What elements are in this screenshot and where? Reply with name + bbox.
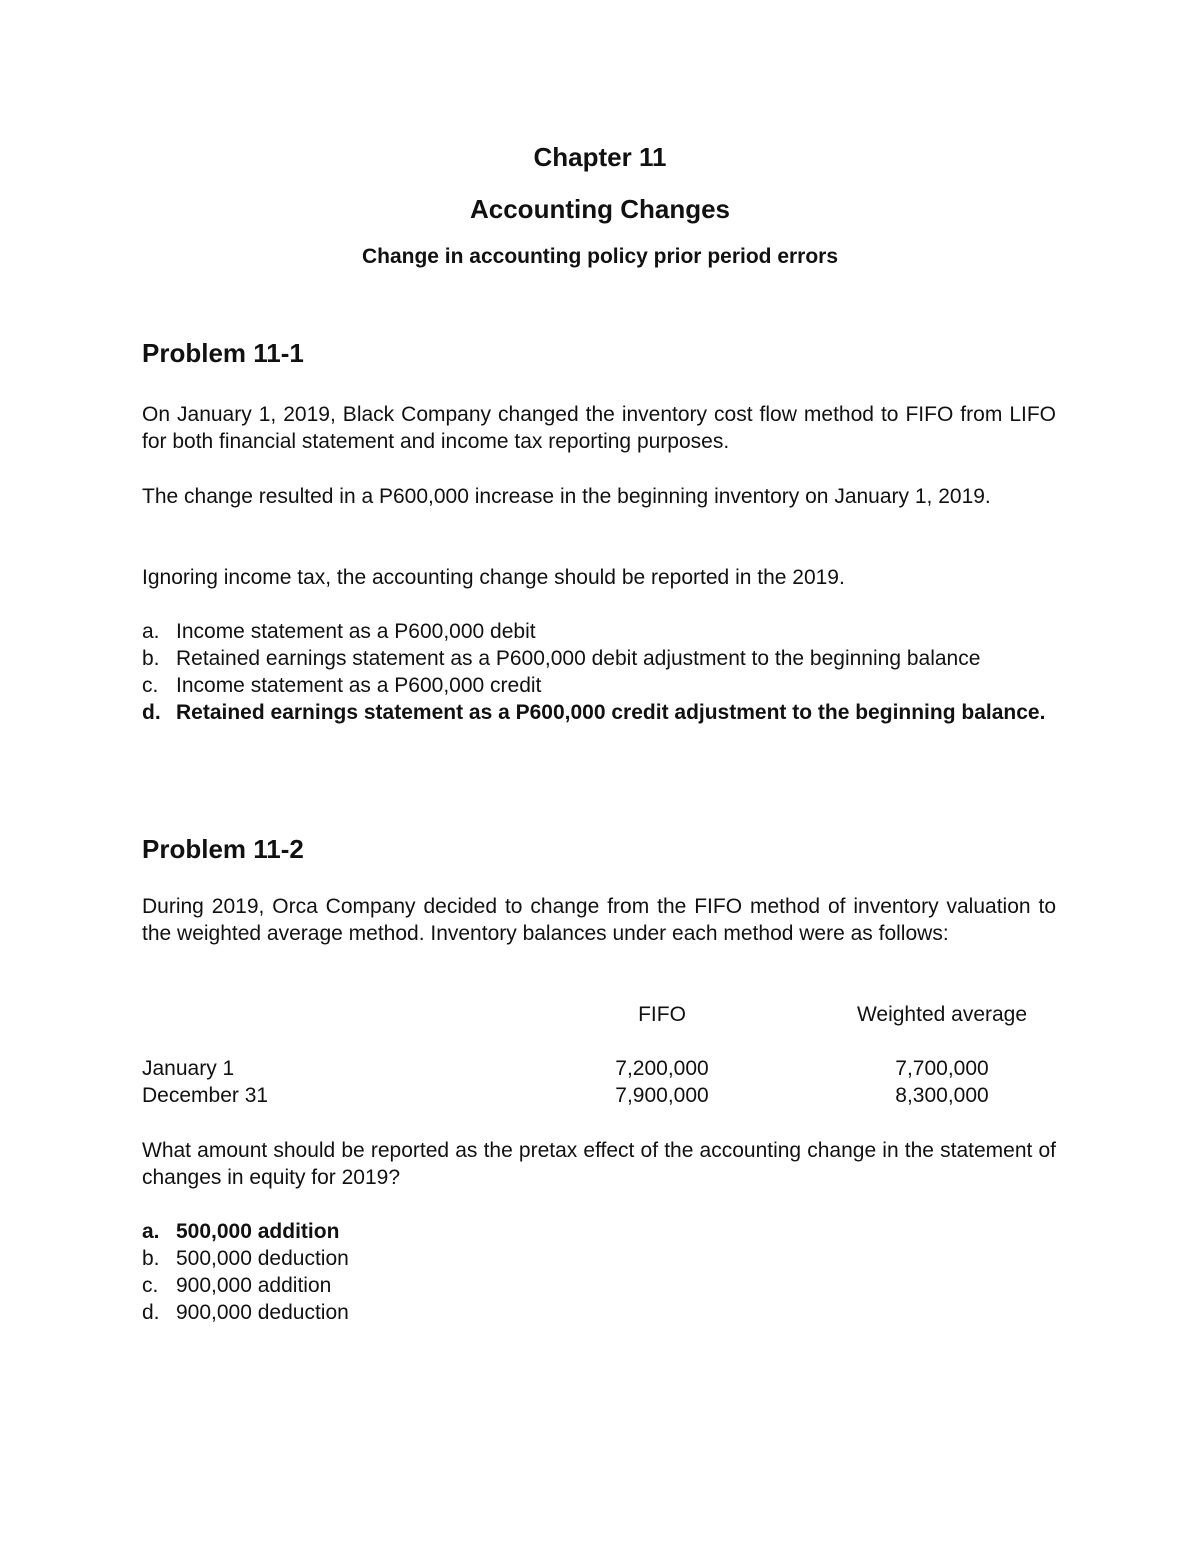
option-d bbox=[142, 1299, 1056, 1326]
option-text: 500,000 addition bbox=[176, 1220, 340, 1243]
option-a bbox=[142, 618, 1056, 645]
table-cell-fifo: 7,900,000 bbox=[615, 1084, 709, 1107]
problem-2-heading: Problem 11-2 bbox=[142, 834, 304, 864]
option-letter: c. bbox=[142, 1274, 159, 1297]
option-letter: d. bbox=[142, 701, 161, 724]
problem-2-options bbox=[142, 1218, 1056, 1326]
table-header-fifo: FIFO bbox=[638, 1003, 686, 1026]
option-text: Income statement as a P600,000 credit bbox=[176, 674, 542, 697]
option-letter: b. bbox=[142, 647, 160, 670]
table-cell-fifo: 7,200,000 bbox=[615, 1057, 709, 1080]
table-header-weighted-average: Weighted average bbox=[856, 1003, 1028, 1026]
problem-1-options bbox=[142, 618, 1056, 726]
chapter-title: Accounting Changes bbox=[469, 194, 730, 224]
option-text: Retained earnings statement as a P600,000 credit adjustment to the beginning balance. bbox=[176, 701, 1046, 724]
problem-1-paragraph: On January 1, 2019, Black Company changed the inventory cost flow method to FIFO from LIFO for both financial statement and income tax reporting purposes. bbox=[142, 403, 1056, 453]
option-letter: c. bbox=[142, 674, 159, 697]
option-text: 500,000 deduction bbox=[176, 1247, 349, 1270]
option-text: Income statement as a P600,000 debit bbox=[176, 620, 536, 643]
table-cell-weighted-average: 7,700,000 bbox=[895, 1057, 989, 1080]
option-c bbox=[142, 1272, 1056, 1299]
option-text: 900,000 addition bbox=[176, 1274, 332, 1297]
option-a-correct bbox=[142, 1218, 1056, 1245]
option-text: Retained earnings statement as a P600,000 debit adjustment to the beginning balance bbox=[176, 647, 981, 670]
option-text: 900,000 deduction bbox=[176, 1301, 349, 1324]
option-letter: a. bbox=[142, 1220, 160, 1243]
problem-2-question: What amount should be reported as the pretax effect of the accounting change in the statement of changes in equity for 2019? bbox=[142, 1139, 1056, 1189]
problem-1-heading: Problem 11-1 bbox=[142, 338, 304, 368]
chapter-heading: Chapter 11 bbox=[533, 142, 667, 172]
problem-1-paragraph: Ignoring income tax, the accounting change should be reported in the 2019. bbox=[142, 566, 845, 589]
option-letter: d. bbox=[142, 1301, 160, 1324]
table-row-label: December 31 bbox=[142, 1084, 269, 1107]
problem-1-paragraph: The change resulted in a P600,000 increase in the beginning inventory on January 1, 2019. bbox=[142, 485, 991, 508]
option-letter: b. bbox=[142, 1247, 160, 1270]
table-row-label: January 1 bbox=[142, 1057, 235, 1080]
option-b bbox=[142, 1245, 1056, 1272]
option-d-correct bbox=[142, 699, 1056, 726]
table-cell-weighted-average: 8,300,000 bbox=[895, 1084, 989, 1107]
problem-2-intro: During 2019, Orca Company decided to change from the FIFO method of inventory valuation to the weighted average method. Inventory balances under each method were as follows: bbox=[142, 895, 1056, 945]
option-letter: a. bbox=[142, 620, 160, 643]
option-b bbox=[142, 645, 1056, 672]
option-c bbox=[142, 672, 1056, 699]
chapter-subtitle: Change in accounting policy prior period errors bbox=[361, 245, 839, 268]
